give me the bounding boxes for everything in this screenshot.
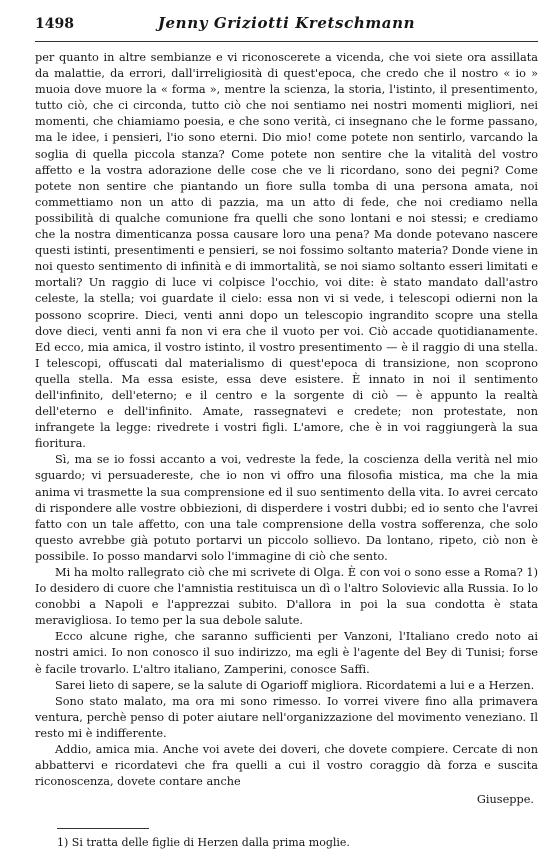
paragraph: Addio, amica mia. Anche voi avete dei doveri, che dovete compiere. Cercate di non abbattervi e ricordatevi che fra quelli a cui il vostro coraggio dà forza e suscita riconoscenza, dovete contare anche [35, 743, 538, 789]
running-title: Jenny Griziotti Kretschmann [157, 14, 416, 32]
header-rule [35, 41, 538, 42]
letter-body [35, 50, 538, 790]
paragraph: per quanto in altre sembianze e vi riconoscerete a vicenda, che voi siete ora assillata da malattie, da errori, dall'irreligiosità di quest'epoca, che credo che il nostro « io » muoia dove muore la « forma », mentre la scienza, la storia, l'istinto, il presentimento, tutto ciò, che ci circonda, tutto ciò che noi sentiamo nei nostri momenti migliori, nei momenti, che chiamiamo poesia, e che sono verità, ci insegnano che le forme passano, ma le idee, i pensieri, l'io sono eterni. Dio mio! come potete non sentirlo, varcando la soglia di quella piccola stanza? Come potete non sentire che la vitalità del vostro affetto e la vostra adorazione delle cose che ve li ricordano, sono dei pegni? Come potete non sentire che piantando un fiore sulla tomba di una persona amata, noi commettiamo non un atto di pazzia, ma un atto di fede, che noi crediamo nella possibilità di qualche comunione fra quelli che sono lontani e noi stessi; e crediamo che la nostra dimenticanza possa causare loro una pena? Ma donde potevano nascere questi istinti, presentimenti e pensieri, se noi fossimo soltanto materia? Donde viene in noi questo sentimento di infinità e di immortalità, se noi siamo soltanto esseri limitati e mortali? Un raggio di luce vi colpisce l'occhio, voi dite: è stato mandato dall'astro celeste, la stella; voi guardate il cielo: essa non vi si vede, i telescopi odierni non la possono scoprire. Dieci, venti anni dopo un telescopio ingrandito scopre una stella dove dieci, venti anni fa non vi era che il vuoto per voi. Ciò accade quotidianamente. Ed ecco, mia amica, il vostro istinto, il vostro presentimento — è il raggio di una stella. I telescopi, offuscati dal materialismo di quest'epoca di transizione, non scoprono quella stella. Ma essa esiste, essa deve esistere. È innato in noi il sentimento dell'infinito, dell'eterno; e il centro e la sorgente di ciò — è appunto la realtà dell'eterno e dell'infinito. Amate, rassegnatevi e credete; non protestate, non infrangete la legge: rivedrete i vostri figli. L'amore, che è in voi raggiungerà la sua fioritura. [35, 51, 538, 451]
paragraph: Mi ha molto rallegrato ciò che mi scrivete di Olga. È con voi o sono esse a Roma? 1) Io desidero di cuore che l'amnistia restituisca un dì o l'altro Solovievic alla Russia. Io lo conobbi a Napoli e l'apprezzai subito. D'allora in poi la sua condotta è stata meravigliosa. Io temo per la sua debole salute. [35, 566, 538, 628]
page-header [35, 14, 538, 38]
signature: Giuseppe. [476, 793, 534, 807]
footnote: 1) Si tratta delle figlie di Herzen dalla prima moglie. [57, 836, 350, 850]
paragraph: Sarei lieto di sapere, se la salute di Ogarioff migliora. Ricordatemi a lui e a Herzen. [55, 678, 535, 692]
footnote-rule [57, 828, 149, 829]
paragraph: Sì, ma se io fossi accanto a voi, vedreste la fede, la coscienza della verità nel mio sguardo; vi persuadereste, che io non vi offro una filosofia mistica, ma che la mia anima vi trasmette la sua comprensione ed il suo sentimento della vita. Io avrei cercato di rispondere alle vostre obbiezioni, di disperdere i vostri dubbi; ed io sento che l'avrei fatto con un tale affetto, con una tale comprensione della vostra sofferenza, che solo questo avrebbe già potuto portarvi un piccolo sollievo. Da lontano, ripeto, ciò non è possibile. Io posso mandarvi solo l'immagine di ciò che sento. [35, 453, 538, 563]
paragraph: Sono stato malato, ma ora mi sono rimesso. Io vorrei vivere fino alla primavera ventura, perchè penso di poter aiutare nell'organizzazione del movimento veneziano. Il resto mi è indifferente. [35, 694, 538, 740]
page-number: 1498 [35, 16, 74, 32]
paragraph: Ecco alcune righe, che saranno sufficienti per Vanzoni, l'Italiano credo noto ai nostri amici. Io non conosco il suo indirizzo, ma egli è l'agente del Bey di Tunisi; forse è facile trovarlo. L'altro italiano, Zamperini, conosce Saffi. [35, 630, 538, 676]
